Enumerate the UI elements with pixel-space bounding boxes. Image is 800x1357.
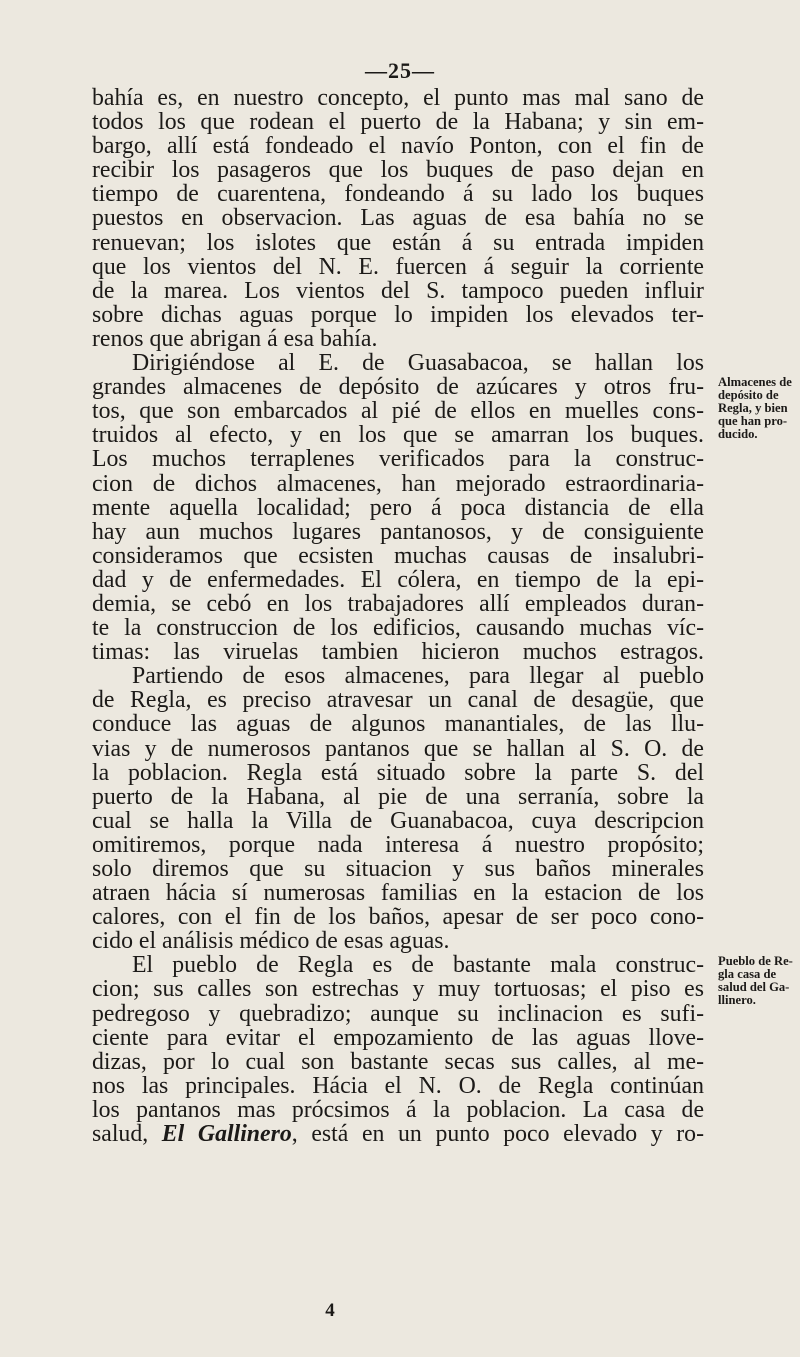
margin-note-line: Almacenes de xyxy=(718,376,792,389)
body-text xyxy=(92,86,704,1146)
page-number: —25— xyxy=(365,58,435,83)
text-line: cion; sus calles son estrechas y muy tortuosas; el piso es xyxy=(92,977,704,1002)
text-line: puerto de la Habana, al pie de una serranía, sobre la xyxy=(92,784,704,809)
text-line: dizas, por lo cual son bastante secas sus calles, al me- xyxy=(92,1049,704,1074)
margin-note-line: salud del Ga- xyxy=(718,981,790,994)
margin-note-line: ducido. xyxy=(718,428,758,441)
margin-note-almacenes xyxy=(718,376,798,441)
text-line: puestos en observacion. Las aguas de esa bahía no se xyxy=(92,206,704,231)
text-line: demia, se cebó en los trabajadores allí empleados duran- xyxy=(92,591,704,617)
text-line: sobre dichas aguas porque lo impiden los elevados ter- xyxy=(92,302,704,327)
text-line: todos los que rodean el puerto de la Habana; y sin em- xyxy=(92,110,704,135)
text-line: pedregoso y quebradizo; aunque su inclinacion es sufi- xyxy=(92,1001,704,1026)
text-line: cual se halla la Villa de Guanabacoa, cuya descripcion xyxy=(92,808,704,833)
text-line: de Regla, es preciso atravesar un canal de desagüe, que xyxy=(92,688,704,713)
text-line: bargo, allí está fondeado el navío Ponton, con el fin de xyxy=(92,134,704,159)
text-line: Partiendo de esos almacenes, para llegar al pueblo xyxy=(132,664,704,689)
margin-note-line: gla casa de xyxy=(718,968,777,981)
text-line: Dirigiéndose al E. de Guasabacoa, se hallan los xyxy=(132,351,704,376)
margin-note-line: llinero. xyxy=(718,994,756,1007)
italic-name: El Gallinero xyxy=(161,1122,292,1147)
text-line: de la marea. Los vientos del S. tampoco pueden influir xyxy=(92,278,704,303)
text-line: consideramos que ecsisten muchas causas de insalubri- xyxy=(92,543,704,568)
text-line: recibir los pasageros que los buques de paso dejan en xyxy=(92,158,704,183)
text-line: los pantanos mas prócsimos á la poblacion. La casa de xyxy=(92,1097,704,1123)
text-line: El pueblo de Regla es de bastante mala construc- xyxy=(132,953,704,978)
text-line: grandes almacenes de depósito de azúcares y otros fru- xyxy=(92,375,704,400)
text-line: timas: las viruelas tambien hicieron muchos estragos. xyxy=(92,640,704,665)
text-line: hay aun muchos lugares pantanosos, y de consiguiente xyxy=(92,519,704,544)
text-line: conduce las aguas de algunos manantiales, de las llu- xyxy=(92,712,704,737)
text-line: tos, que son embarcados al pié de ellos en muelles cons- xyxy=(92,399,704,424)
margin-note-pueblo-regla xyxy=(718,955,798,1007)
text-line: Los muchos terraplenes verificados para la construc- xyxy=(92,447,704,472)
text-line: que los vientos del N. E. fuercen á seguir la corriente xyxy=(92,254,704,279)
text-line: bahía es, en nuestro concepto, el punto mas mal sano de xyxy=(92,86,704,111)
text-line: vias y de numerosos pantanos que se hallan al S. O. de xyxy=(92,736,704,761)
margin-note-line: depósito de xyxy=(718,389,779,402)
text-line: dad y de enfermedades. El cólera, en tiempo de la epi- xyxy=(92,567,704,592)
text-line: truidos al efecto, y en los que se amarran los buques. xyxy=(92,423,704,448)
text-line: nos las principales. Hácia el N. O. de Regla continúan xyxy=(92,1073,704,1098)
text-line: renos que abrigan á esa bahía. xyxy=(92,326,378,352)
margin-note-line: que han pro- xyxy=(718,415,788,428)
text-line: tiempo de cuarentena, fondeando á su lado los buques xyxy=(92,182,704,207)
text-line: atraen hácia sí numerosas familias en la estacion de los xyxy=(92,881,704,906)
text-line: omitiremos, porque nada interesa á nuestro propósito; xyxy=(92,832,704,857)
text-line: cion de dichos almacenes, han mejorado estraordinaria- xyxy=(92,471,704,496)
text-line: renuevan; los islotes que están á su entrada impiden xyxy=(92,230,704,255)
margin-note-line: Regla, y bien xyxy=(718,402,788,415)
text-line: solo diremos que su situacion y sus baños minerales xyxy=(92,857,704,882)
text-line: la poblacion. Regla está situado sobre la parte S. del xyxy=(92,760,704,785)
text-line: te la construccion de los edificios, causando muchas víc- xyxy=(92,616,704,641)
text-line: salud, El Gallinero, está en un punto poco elevado y ro- xyxy=(92,1122,704,1147)
signature-mark: 4 xyxy=(325,1300,335,1321)
text-line: ciente para evitar el empozamiento de las aguas llove- xyxy=(92,1025,704,1050)
text-line: cido el análisis médico de esas aguas. xyxy=(92,929,450,954)
margin-note-line: Pueblo de Re- xyxy=(718,955,793,968)
text-line: calores, con el fin de los baños, apesar de ser poco cono- xyxy=(92,905,704,930)
text-line: mente aquella localidad; pero á poca distancia de ella xyxy=(92,495,704,520)
